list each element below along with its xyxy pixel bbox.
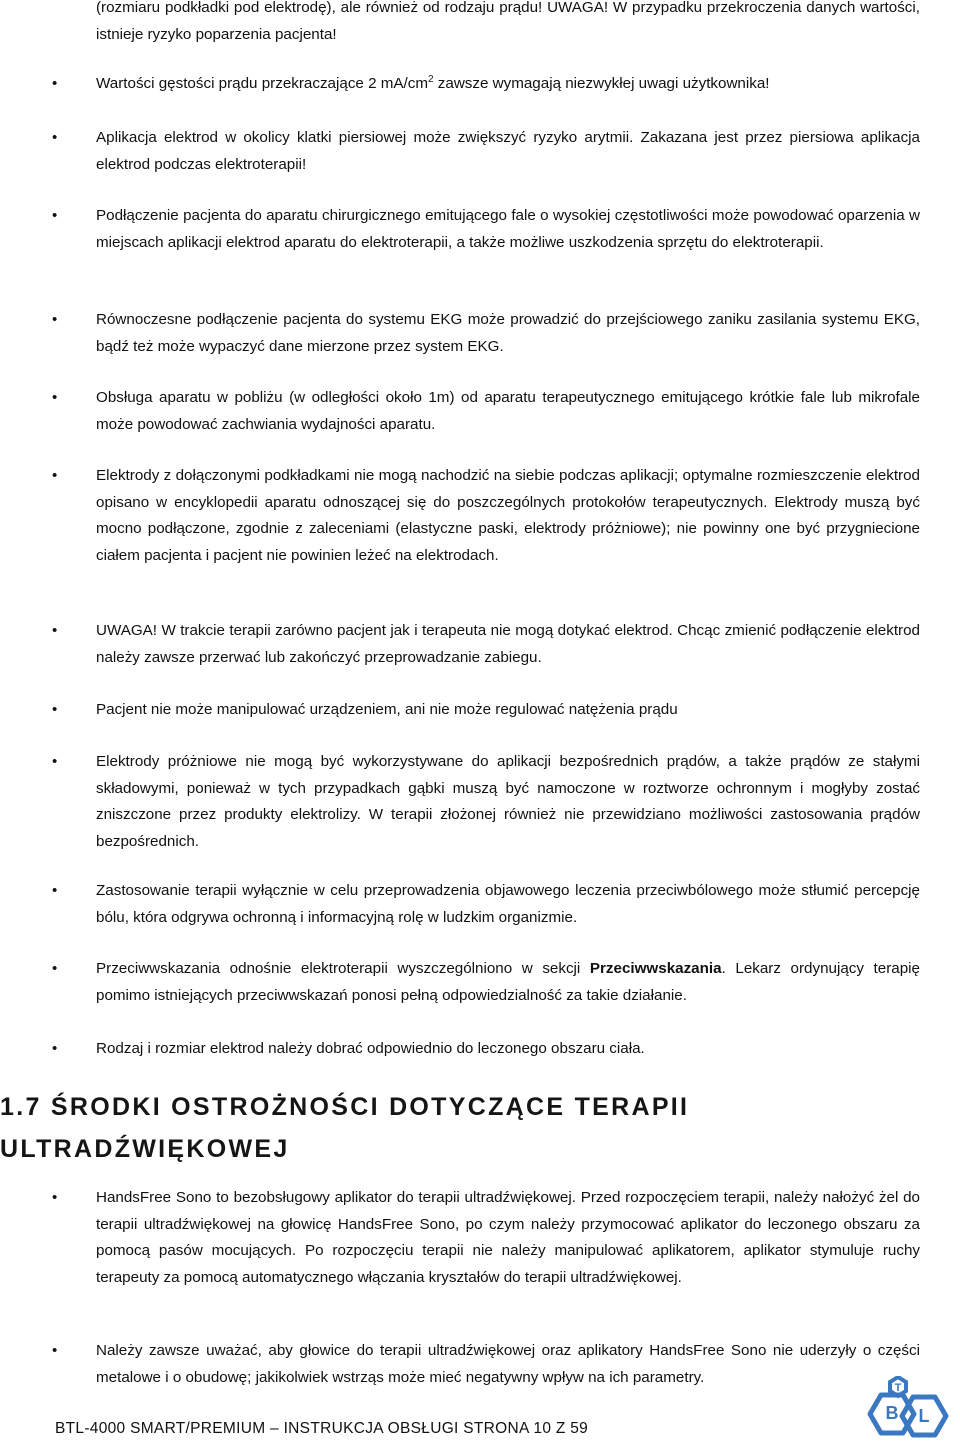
item-text: Elektrody próżniowe nie mogą być wykorzystywane do aplikacji bezpośrednich prądów, a także prądów ze stałymi składowymi, ponieważ w tych przypadkach gąbki muszą być namoczone w roztworze ochronnym i mogłyby zostać zniszczone przez produkty elektrolizy. W terapii złożonej również nie przewidziano możliwości zastosowania prądów bezpośrednich. — [96, 753, 920, 850]
item-text: Podłączenie pacjenta do aparatu chirurgicznego emitującego fale o wysokiej częstotliwości może powodować oparzenia w miejscach aplikacji elektrod aparatu do elektroterapii, a także możliwe uszkodzenia sprzętu do elektroterapii. — [96, 207, 920, 251]
bullet-icon: • — [52, 1189, 58, 1206]
bullet-icon: • — [52, 622, 58, 639]
item-text: Elektrody z dołączonymi podkładkami nie mogą nachodzić na siebie podczas aplikacji; optymalne rozmieszczenie elektrod opisano w encyklopedii aparatu odnoszącej się do poszczególnych protokołów terapeutycznych. Elektrody muszą być mocno podłączone, zgodnie z zaleceniami (elastyczne paski, elektrody próżniowe); nie powinny one być przygniecione ciałem pacjenta i pacjent nie powinien leżeć na elektrodach. — [96, 467, 920, 564]
logo-letter-b: B — [885, 1403, 899, 1423]
section-title-line1: ŚRODKI OSTROŻNOŚCI DOTYCZĄCE TERAPII — [50, 1093, 690, 1121]
item-text: Należy zawsze uważać, aby głowice do terapii ultradźwiękowej oraz aplikatory HandsFree Sono nie uderzyły o części metalowe i o obudowę; jakikolwiek wstrząs może mieć negatywny wpływ na ich parametry. — [96, 1342, 920, 1386]
bullet-icon: • — [52, 389, 58, 406]
bold-term: Przeciwwskazania — [589, 960, 722, 977]
section-title-line2: ULTRADŹWIĘKOWEJ — [0, 1135, 290, 1163]
superscript: 2 — [428, 74, 434, 85]
item-text: Równoczesne podłączenie pacjenta do systemu EKG może prowadzić do przejściowego zaniku zasilania systemu EKG, bądź też może wypaczyć dane mierzone przez system EKG. — [96, 311, 920, 355]
bullet-icon: • — [52, 882, 58, 899]
bullet-icon: • — [52, 467, 58, 484]
section-heading — [0, 1086, 900, 1170]
item-text: Wartości gęstości prądu przekraczające 2 mA/cm — [96, 75, 428, 92]
logo-letter-l: L — [918, 1406, 930, 1426]
btl-logo-icon — [856, 1376, 952, 1452]
item-text: Aplikacja elektrod w okolicy klatki piersiowej może zwiększyć ryzyko arytmii. Zakazana jest przez piersiowa aplikacja elektrod podczas elektroterapii! — [96, 129, 920, 173]
bullet-icon: • — [52, 75, 58, 92]
bullet-icon: • — [52, 311, 58, 328]
bullet-icon: • — [52, 207, 58, 224]
item-text: Rodzaj i rozmiar elektrod należy dobrać odpowiednio do leczonego obszaru ciała. — [96, 1040, 645, 1057]
item-text-tail: . Lekarz ordynujący terapię pomimo istniejących przeciwwskazań ponosi pełną odpowiedzialność za takie działanie. — [96, 960, 920, 1004]
bullet-icon: • — [52, 129, 58, 146]
item-text: UWAGA! W trakcie terapii zarówno pacjent jak i terapeuta nie mogą dotykać elektrod. Chcąc zmienić podłączenie elektrod należy zawsze przerwać lub zakończyć przeprowadzanie zabiegu. — [96, 622, 920, 666]
item-text: HandsFree Sono to bezobsługowy aplikator do terapii ultradźwiękowej. Przed rozpoczęciem terapii, należy nałożyć żel do terapii ultradźwiękowej na głowicę HandsFree Sono, po czym należy przymocować aplikator do leczonego obszaru za pomocą pasów mocujących. Po rozpoczęciu terapii nie należy manipulować aplikatorem, aplikator stymuluje ruchy terapeuty za pomocą automatycznego włączania kryształów do terapii ultradźwiękowej. — [96, 1189, 920, 1286]
continuation-paragraph: (rozmiaru podkładki pod elektrodę), ale również od rodzaju prądu! UWAGA! W przypadku przekroczenia danych wartości, istnieje ryzyko poparzenia pacjenta! — [96, 0, 920, 43]
bullet-icon: • — [52, 1040, 58, 1057]
logo-letter-t: T — [894, 1382, 902, 1394]
item-text-tail: zawsze wymagają niezwykłej uwagi użytkownika! — [433, 75, 770, 92]
bullet-icon: • — [52, 701, 58, 718]
bullet-icon: • — [52, 960, 58, 977]
bullet-icon: • — [52, 1342, 58, 1359]
item-text: Pacjent nie może manipulować urządzeniem, ani nie może regulować natężenia prądu — [96, 701, 678, 718]
item-text: Obsługa aparatu w pobliżu (w odległości około 1m) od aparatu terapeutycznego emitującego krótkie fale lub mikrofale może powodować zachwiania wydajności aparatu. — [96, 389, 920, 433]
section-number: 1.7 — [0, 1093, 42, 1121]
page-footer: BTL-4000 SMART/PREMIUM – INSTRUKCJA OBSŁUGI STRONA 10 Z 59 — [55, 1420, 589, 1437]
item-text: Przeciwwskazania odnośnie elektroterapii wyszczególniono w sekcji — [96, 960, 590, 977]
item-text: Zastosowanie terapii wyłącznie w celu przeprowadzenia objawowego leczenia przeciwbólowego może stłumić percepcję bólu, która odgrywa ochronną i informacyjną rolę w ludzkim organizmie. — [96, 882, 920, 926]
bullet-icon: • — [52, 753, 58, 770]
